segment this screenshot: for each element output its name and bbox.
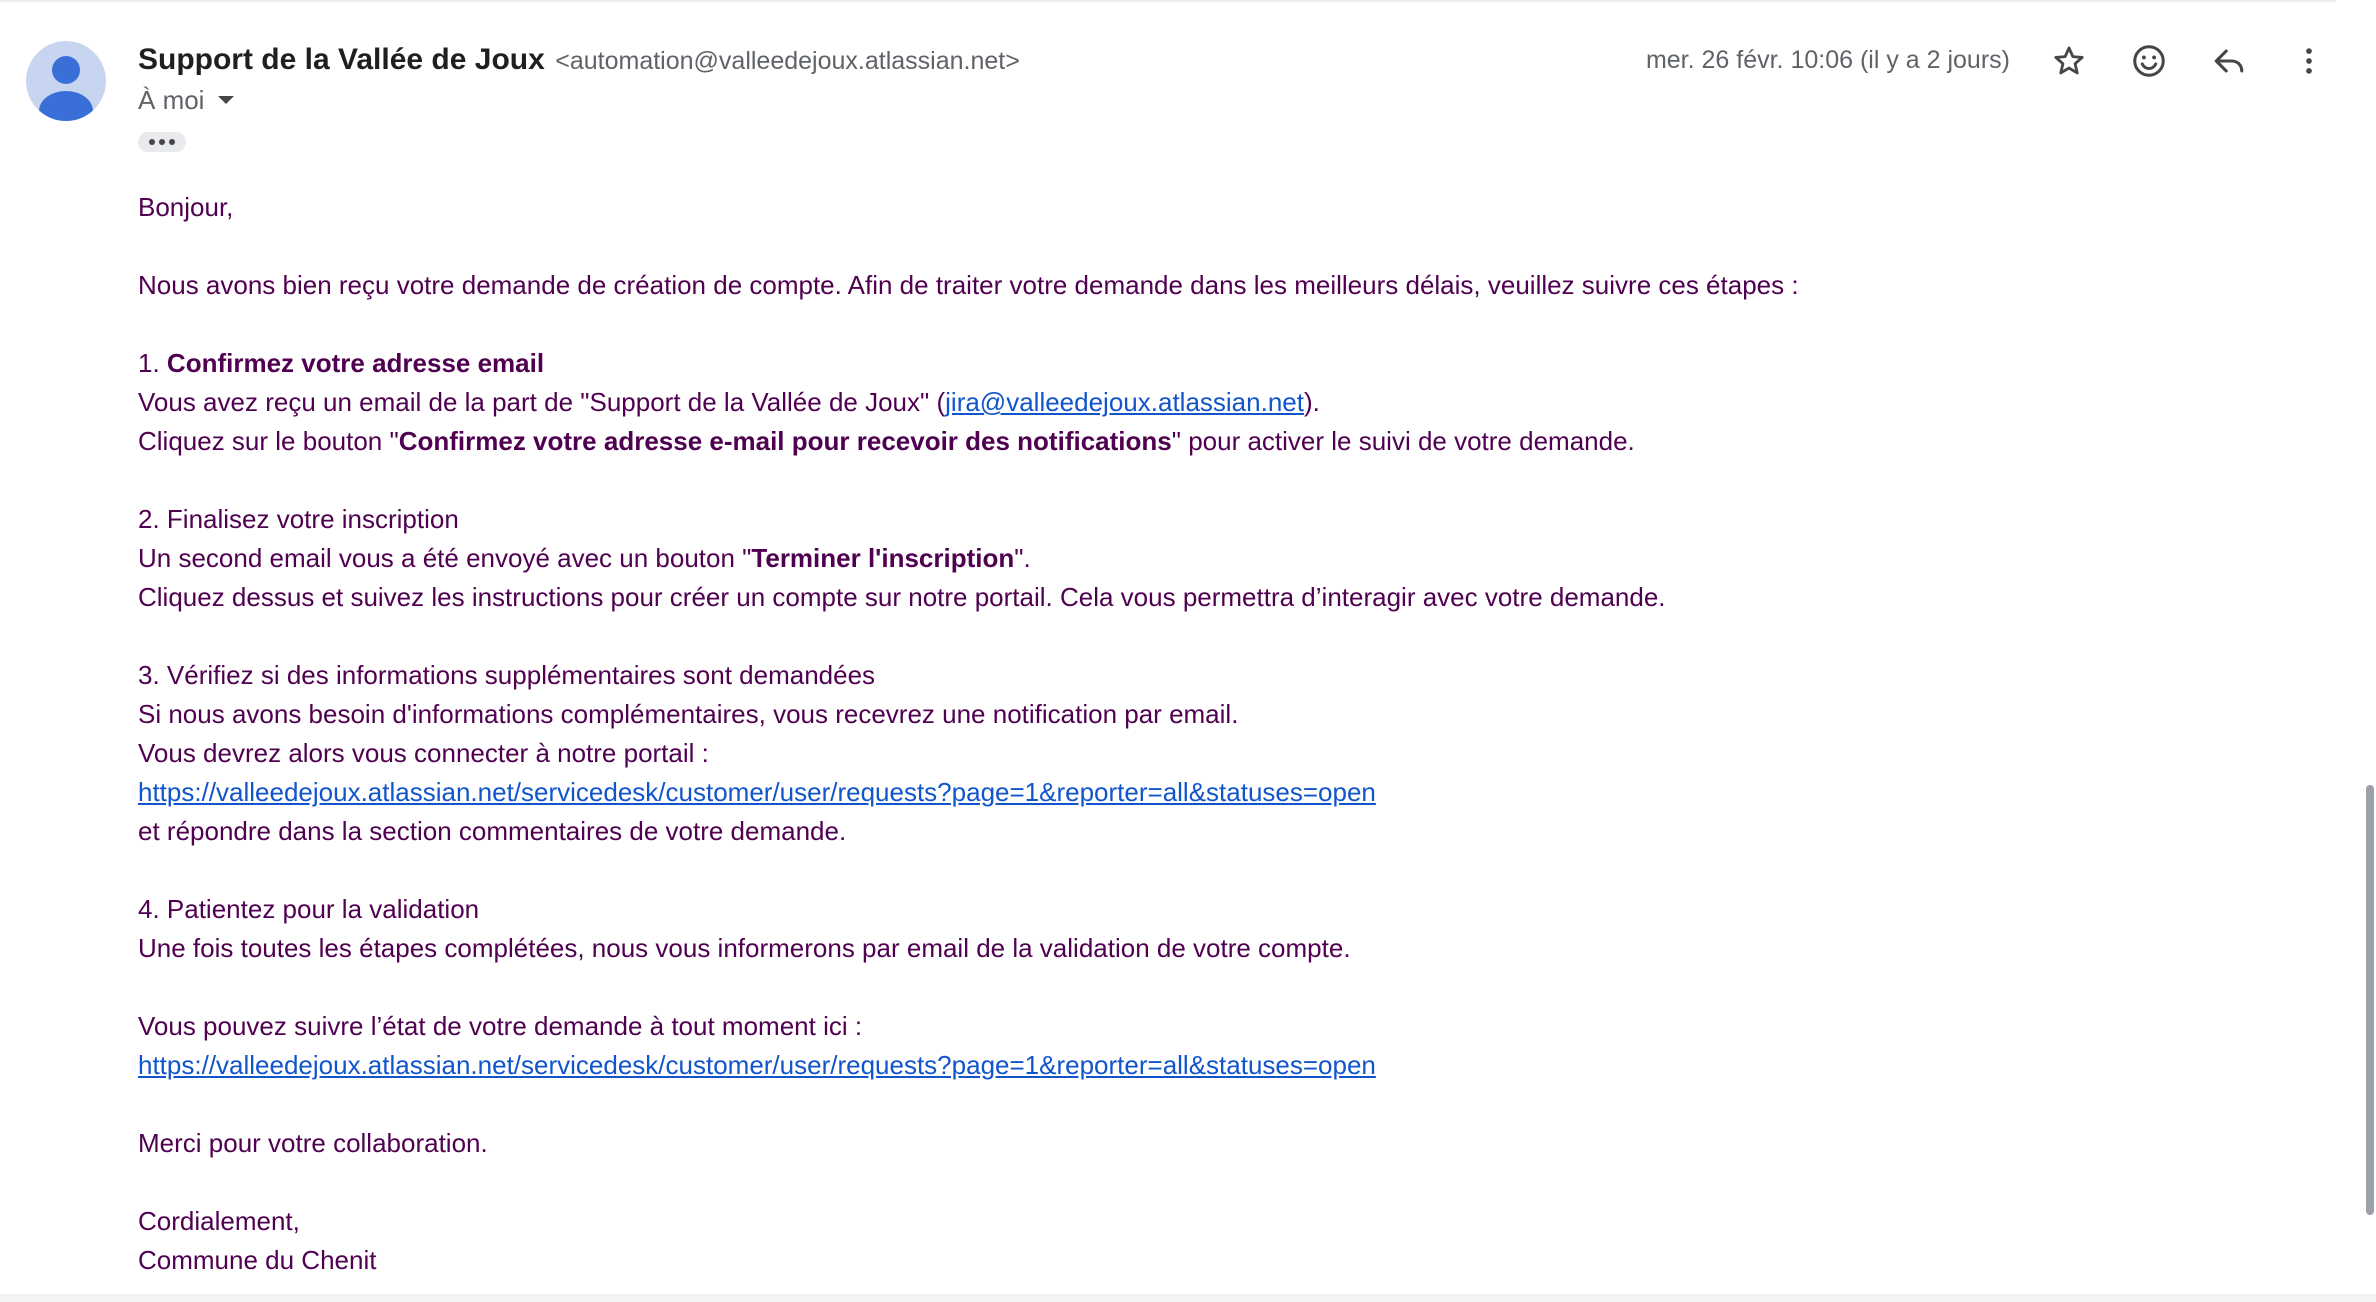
jira-email-link[interactable]: jira@valleedejoux.atlassian.net <box>945 387 1304 417</box>
blank-line <box>138 617 2288 656</box>
signature-line: Commune du Chenit <box>138 1245 377 1275</box>
thanks-line: Merci pour votre collaboration. <box>138 1128 488 1158</box>
emoji-reaction-icon <box>2131 43 2167 79</box>
follow-link-line <box>138 1046 2288 1085</box>
recipient-details-toggle[interactable] <box>138 80 234 120</box>
top-divider <box>0 0 2336 2</box>
blank-line <box>138 1085 2288 1124</box>
step2-line1-bold: Terminer l'inscription <box>751 543 1015 573</box>
blank-line <box>138 1163 2288 1202</box>
step2-line2: Cliquez dessus et suivez les instructions pour créer un compte sur notre portail. Cela vous permettra d’interagir avec votre demande. <box>138 582 1666 612</box>
step1-title: Confirmez votre adresse email <box>166 348 545 378</box>
step3-line2: Vous devrez alors vous connecter à notre portail : <box>138 738 709 768</box>
step1-line2-pre: Cliquez sur le bouton " <box>138 426 399 456</box>
sender-avatar[interactable] <box>26 41 106 121</box>
step4-heading: 4. Patientez pour la validation <box>138 894 480 924</box>
closing-line: Cordialement, <box>138 1206 300 1236</box>
reply-button[interactable] <box>2204 36 2254 86</box>
sender-email[interactable]: <automation@valleedejoux.atlassian.net> <box>555 47 1020 75</box>
step2-heading: 2. Finalisez votre inscription <box>138 504 459 534</box>
ellipsis-dot <box>159 139 165 145</box>
step1-line2-bold: Confirmez votre adresse e-mail pour recevoir des notifications <box>398 426 1172 456</box>
ellipsis-dot <box>169 139 175 145</box>
step2-line1 <box>138 539 2288 578</box>
follow-requests-link[interactable]: https://valleedejoux.atlassian.net/servicedesk/customer/user/requests?page=1&reporter=all&statuses=open <box>138 1050 1376 1080</box>
greeting: Bonjour, <box>138 192 234 222</box>
step2-line1-pre: Un second email vous a été envoyé avec un bouton " <box>138 543 752 573</box>
step1-line2-post: " pour activer le suivi de votre demande. <box>1171 426 1635 456</box>
step3-line1: Si nous avons besoin d'informations complémentaires, vous recevrez une notification par email. <box>138 699 1239 729</box>
chevron-down-icon <box>218 96 234 104</box>
step1-line1 <box>138 383 2288 422</box>
sender-name[interactable]: Support de la Vallée de Joux <box>138 43 545 76</box>
blank-line <box>138 968 2288 1007</box>
reply-icon <box>2212 44 2246 78</box>
sender-line <box>138 40 1020 85</box>
default-avatar-icon <box>26 41 106 121</box>
step3-heading: 3. Vérifiez si des informations supplémentaires sont demandées <box>138 660 876 690</box>
blank-line <box>138 227 2288 266</box>
step1-line2 <box>138 422 2288 461</box>
ellipsis-dot <box>149 139 155 145</box>
step2-line1-post: ". <box>1014 543 1031 573</box>
star-button[interactable] <box>2044 36 2094 86</box>
follow-text: Vous pouvez suivre l’état de votre demande à tout moment ici : <box>138 1011 863 1041</box>
recipient-label: À moi <box>138 85 205 115</box>
blank-line <box>138 305 2288 344</box>
bottom-edge <box>0 1294 2376 1302</box>
step3-link-line <box>138 773 2288 812</box>
email-date: mer. 26 févr. 10:06 (il y a 2 jours) <box>1645 46 2010 74</box>
star-icon <box>2052 44 2086 78</box>
more-vert-icon <box>2292 44 2326 78</box>
step3-line3: et répondre dans la section commentaires de votre demande. <box>138 816 847 846</box>
step1-line1-post: ). <box>1303 387 1320 417</box>
portal-requests-link[interactable]: https://valleedejoux.atlassian.net/servicedesk/customer/user/requests?page=1&reporter=all&statuses=open <box>138 777 1376 807</box>
email-body <box>138 188 2288 1280</box>
step4-line1: Une fois toutes les étapes complétées, nous vous informerons par email de la validation de votre compte. <box>138 933 1351 963</box>
add-reaction-button[interactable] <box>2124 36 2174 86</box>
show-trimmed-content-button[interactable] <box>138 132 186 152</box>
step1-line1-pre: Vous avez reçu un email de la part de "Support de la Vallée de Joux" ( <box>138 387 946 417</box>
intro-paragraph: Nous avons bien reçu votre demande de création de compte. Afin de traiter votre demande dans les meilleurs délais, veuillez suivre ces étapes : <box>138 270 1799 300</box>
more-options-button[interactable] <box>2284 36 2334 86</box>
scrollbar-thumb[interactable] <box>2366 785 2374 1215</box>
blank-line <box>138 461 2288 500</box>
step1-number: 1. <box>138 348 167 378</box>
step1-heading <box>138 344 2288 383</box>
blank-line <box>138 851 2288 890</box>
